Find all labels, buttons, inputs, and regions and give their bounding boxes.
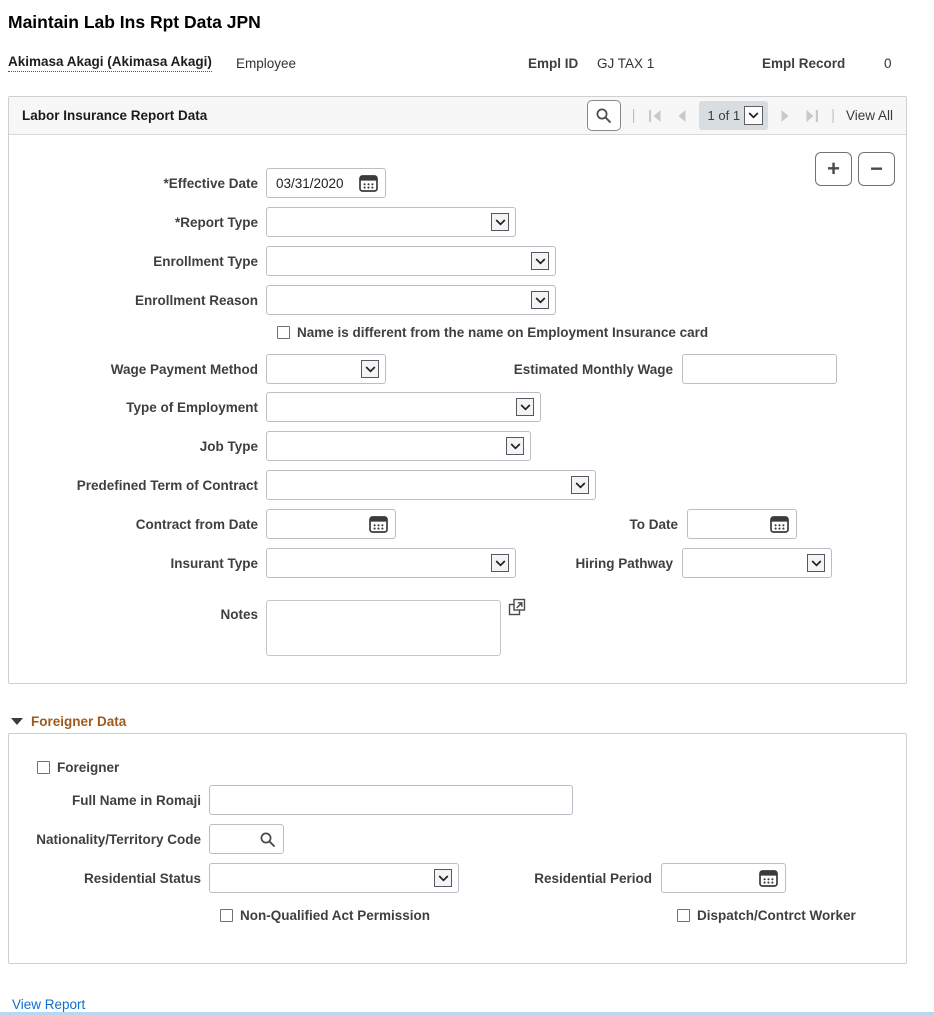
name-different-checkbox[interactable] xyxy=(277,326,290,339)
residential-period-input[interactable] xyxy=(669,870,755,887)
enrollment-reason-select[interactable] xyxy=(266,285,556,315)
full-name-romaji-row xyxy=(9,785,906,815)
foreigner-checkbox-row xyxy=(37,758,906,776)
nationality-code-input[interactable] xyxy=(217,831,255,848)
enrollment-reason-row xyxy=(9,285,906,315)
search-icon xyxy=(595,107,612,124)
dispatch-worker-group xyxy=(677,908,856,923)
estimated-monthly-wage-input[interactable] xyxy=(682,354,837,384)
next-row-button[interactable] xyxy=(779,109,793,123)
view-all-link[interactable]: View All xyxy=(845,108,893,123)
nav-separator: | xyxy=(631,107,636,124)
job-type-label: Job Type xyxy=(199,438,258,454)
contract-from-date-input[interactable] xyxy=(274,516,365,533)
foreigner-flags-row xyxy=(9,906,906,924)
dispatch-contrct-worker-checkbox[interactable] xyxy=(677,909,690,922)
chevron-down-icon xyxy=(361,360,379,378)
to-date-field xyxy=(687,509,797,539)
type-of-employment-label: Type of Employment xyxy=(126,399,258,415)
estimated-monthly-wage-label: Estimated Monthly Wage xyxy=(513,361,673,377)
predefined-term-label: Predefined Term of Contract xyxy=(76,477,258,493)
type-of-employment-select[interactable] xyxy=(266,392,541,422)
next-icon xyxy=(780,109,792,123)
chevron-down-icon xyxy=(434,869,452,887)
effective-date-field xyxy=(266,168,386,198)
job-type-select[interactable] xyxy=(266,431,531,461)
contract-from-date-label: Contract from Date xyxy=(135,516,258,532)
report-type-label: *Report Type xyxy=(174,214,258,230)
groupbox-header-bar xyxy=(9,97,906,135)
report-type-row xyxy=(9,207,906,237)
enrollment-type-row xyxy=(9,246,906,276)
enrollment-type-select[interactable] xyxy=(266,246,556,276)
residential-period-field xyxy=(661,863,786,893)
empl-record-label: Empl Record xyxy=(762,56,846,71)
foreigner-checkbox-label: Foreigner xyxy=(57,759,120,775)
contract-dates-row xyxy=(9,509,906,539)
contract-from-date-field xyxy=(266,509,396,539)
previous-row-button[interactable] xyxy=(674,109,688,123)
residential-status-select[interactable] xyxy=(209,863,459,893)
chevron-down-icon xyxy=(807,554,825,572)
predefined-term-select[interactable] xyxy=(266,470,596,500)
name-different-label: Name is different from the name on Employment Insurance card xyxy=(297,325,709,340)
empl-id-label: Empl ID xyxy=(528,56,579,71)
dispatch-contrct-worker-label: Dispatch/Contrct Worker xyxy=(697,907,856,923)
chevron-down-icon xyxy=(491,554,509,572)
wage-payment-method-label: Wage Payment Method xyxy=(110,361,258,377)
employee-type-label: Employee xyxy=(236,56,297,71)
non-qualified-act-label: Non-Qualified Act Permission xyxy=(240,907,431,923)
hiring-pathway-label: Hiring Pathway xyxy=(575,555,673,571)
chevron-down-icon xyxy=(748,112,759,119)
first-icon xyxy=(648,109,662,123)
job-type-row xyxy=(9,431,906,461)
full-name-romaji-input[interactable] xyxy=(209,785,573,815)
row-select-dropdown[interactable] xyxy=(744,106,763,125)
chevron-down-icon xyxy=(516,398,534,416)
foreigner-section-title: Foreigner Data xyxy=(31,714,127,729)
first-row-button[interactable] xyxy=(647,109,663,123)
report-type-select[interactable] xyxy=(266,207,516,237)
wage-row xyxy=(9,354,906,384)
calendar-icon[interactable] xyxy=(770,515,789,533)
chevron-down-icon xyxy=(506,437,524,455)
enrollment-type-label: Enrollment Type xyxy=(153,253,258,269)
residential-row xyxy=(9,863,906,893)
type-of-employment-row xyxy=(9,392,906,422)
effective-date-label: *Effective Date xyxy=(163,175,258,191)
add-row-button[interactable]: + xyxy=(815,152,852,186)
to-date-input[interactable] xyxy=(695,516,766,533)
foreigner-section-toggle[interactable] xyxy=(11,714,126,729)
nav-separator: | xyxy=(831,107,835,124)
labor-insurance-groupbox xyxy=(8,96,907,684)
full-name-romaji-label: Full Name in Romaji xyxy=(71,792,201,808)
effective-date-row xyxy=(9,168,906,198)
empl-id-value: GJ TAX 1 xyxy=(597,56,655,71)
notes-textarea[interactable] xyxy=(266,600,501,656)
empl-record-value: 0 xyxy=(884,56,892,71)
wage-payment-method-select[interactable] xyxy=(266,354,386,384)
row-counter-text: 1 of 1 xyxy=(707,108,741,123)
page-title: Maintain Lab Ins Rpt Data JPN xyxy=(8,12,261,32)
nationality-code-label: Nationality/Territory Code xyxy=(36,831,201,847)
row-counter xyxy=(699,101,769,130)
last-row-button[interactable] xyxy=(804,109,820,123)
calendar-icon[interactable] xyxy=(759,869,778,887)
foreigner-body xyxy=(9,734,906,924)
search-button[interactable] xyxy=(587,100,621,131)
previous-icon xyxy=(675,109,687,123)
last-icon xyxy=(805,109,819,123)
insurant-type-label: Insurant Type xyxy=(170,555,258,571)
employee-header xyxy=(0,54,934,76)
collapse-triangle-icon xyxy=(11,718,23,725)
delete-row-button[interactable]: − xyxy=(858,152,895,186)
foreigner-groupbox xyxy=(8,733,907,964)
predefined-term-row xyxy=(9,470,906,500)
foreigner-checkbox[interactable] xyxy=(37,761,50,774)
groupbox-title: Labor Insurance Report Data xyxy=(22,108,208,123)
row-action-buttons xyxy=(815,152,895,186)
insurant-row xyxy=(9,548,906,578)
chevron-down-icon xyxy=(571,476,589,494)
residential-status-label: Residential Status xyxy=(83,870,201,886)
enrollment-reason-label: Enrollment Reason xyxy=(134,292,258,308)
non-qualified-act-checkbox[interactable] xyxy=(220,909,233,922)
chevron-down-icon xyxy=(531,291,549,309)
view-report-link[interactable]: View Report xyxy=(12,997,86,1012)
non-qualified-group xyxy=(220,908,430,923)
groupbox-body xyxy=(9,135,906,656)
employee-name-link[interactable]: Akimasa Akagi (Akimasa Akagi) xyxy=(8,54,212,72)
nationality-code-row xyxy=(9,824,906,854)
name-different-row xyxy=(277,325,906,340)
calendar-icon[interactable] xyxy=(359,174,378,192)
residential-period-label: Residential Period xyxy=(534,870,652,886)
calendar-icon[interactable] xyxy=(369,515,388,533)
lookup-search-icon[interactable] xyxy=(259,831,276,848)
chevron-down-icon xyxy=(491,213,509,231)
nationality-code-field xyxy=(209,824,284,854)
notes-label: Notes xyxy=(220,607,258,622)
to-date-label: To Date xyxy=(629,516,678,532)
notes-row xyxy=(9,600,906,656)
record-navigation xyxy=(587,100,893,131)
hiring-pathway-select[interactable] xyxy=(682,548,832,578)
expand-notes-icon[interactable] xyxy=(508,598,526,616)
insurant-type-select[interactable] xyxy=(266,548,516,578)
chevron-down-icon xyxy=(531,252,549,270)
effective-date-input[interactable] xyxy=(274,175,355,192)
